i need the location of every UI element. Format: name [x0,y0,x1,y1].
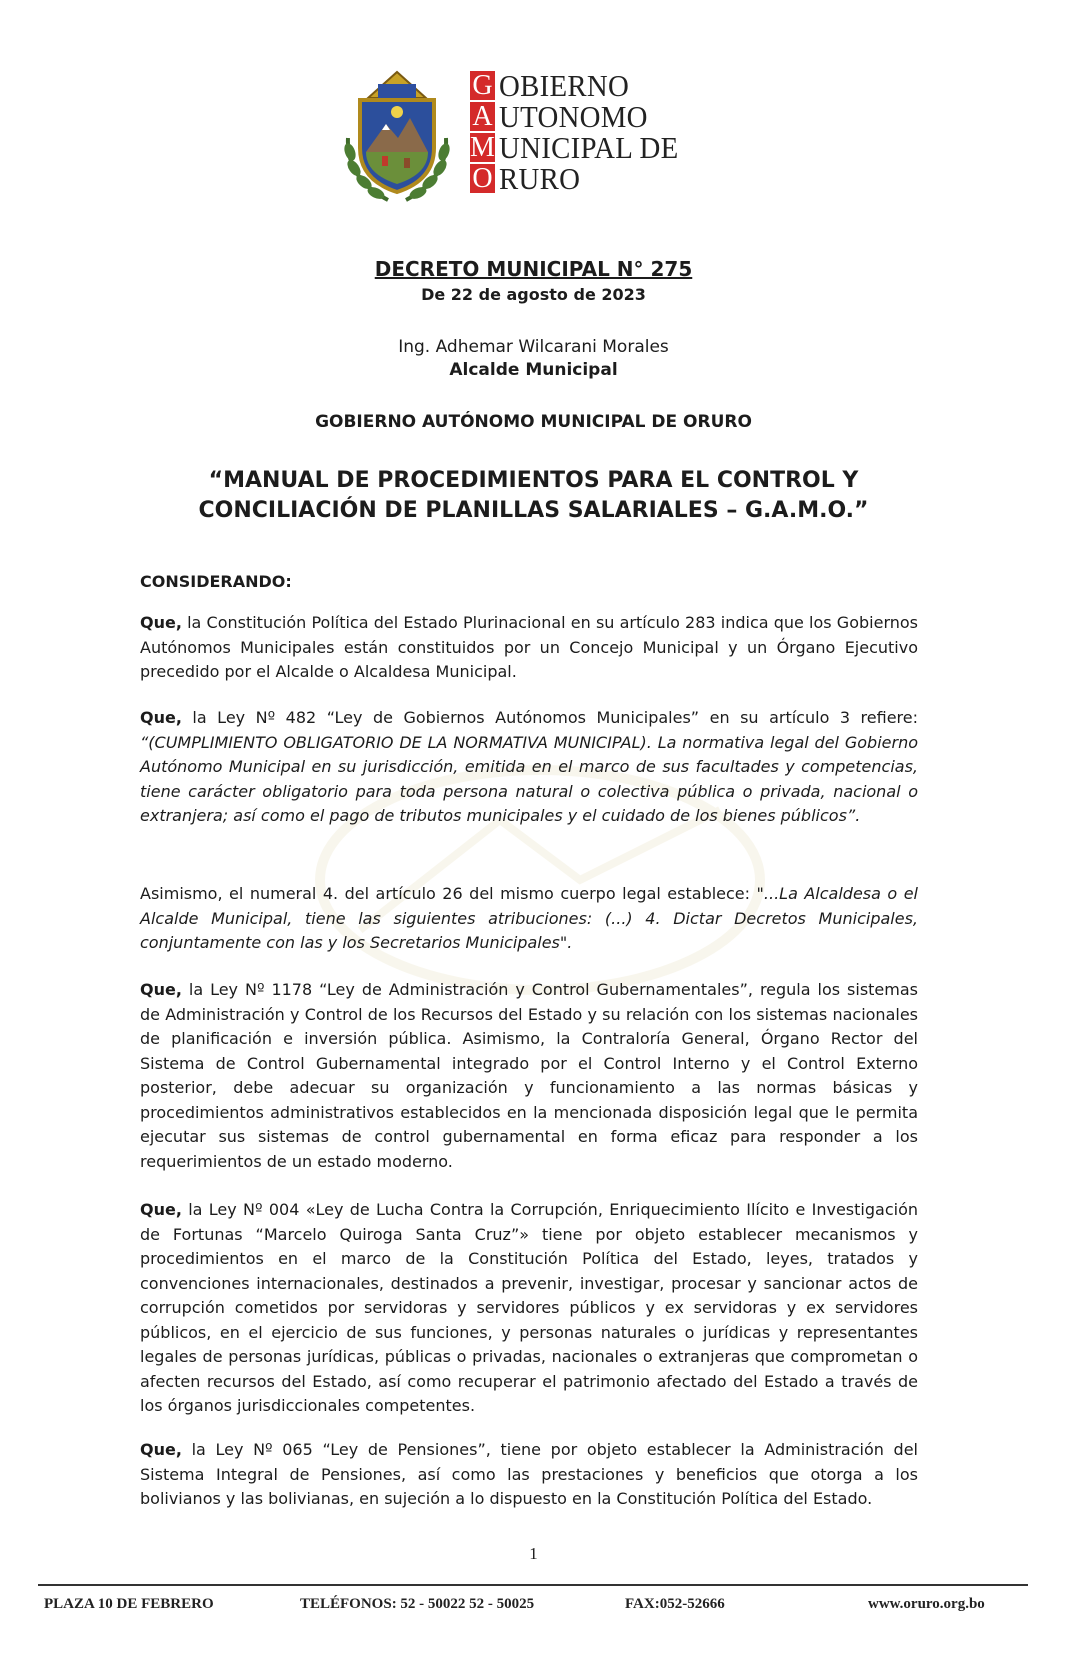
paragraph-ley-065 [140,1438,918,1512]
letterhead-word: OBIERNO [499,68,630,103]
paragraph-text: la Ley Nº 1178 “Ley de Administración y Control Gubernamentales”, regula los sistemas de Administración y Control de los Recursos del Estado y su relación con los sistemas nacionales de planificación e inversión pública. Asimismo, la Contraloría General, Órgano Rector del Sistema de Control Gubernamental integrado por el Control Interno y el Control Externo posterior, debe adecuar su organización y funcionamiento a las normas básicas y procedimientos administrativos establecidos en la mencionada disposición legal que le permita ejecutar sus sistemas de control gubernamental en forma eficaz para responder a los requerimientos de un estado moderno. [140,980,918,1171]
paragraph-ley-482 [140,706,918,829]
paragraph-ley-004 [140,1198,918,1419]
page-number: 1 [529,1544,538,1563]
footer-phones: TELÉFONOS: 52 - 50022 52 - 50025 [300,1596,535,1612]
paragraph-lead: Que, [140,1200,182,1219]
letterhead-row [470,163,692,194]
letterhead-word: RURO [499,161,581,196]
letterhead-title [470,70,692,194]
footer-fax: FAX:052-52666 [625,1596,725,1612]
letterhead-row [470,101,692,132]
paragraph-lead: Que, [140,980,182,999]
paragraph-lead: Que, [140,613,182,632]
municipal-seal-icon [338,68,456,206]
paragraph-text: la Ley Nº 065 “Ley de Pensiones”, tiene por objeto establecer la Administración del Sistema Integral de Pensiones, así como las prestaciones y beneficios que otorga a los bolivianos y las bolivianas, en sujeción a lo dispuesto en la Constitución Política del Estado. [140,1440,918,1508]
paragraph-text: la Ley Nº 004 «Ley de Lucha Contra la Corrupción, Enriquecimiento Ilícito e Investigación de Fortunas “Marcelo Quiroga Santa Cruz”» tiene por objeto establecer mecanismos y procedimientos en el marco de la Constitución Política del Estado, leyes, tratados y convenciones internacionales, destinados a prevenir, investigar, procesar y sancionar actos de corrupción cometidos por servidoras y servidores públicos y ex servidoras y ex servidores públicos, en el ejercicio de sus funciones, y personas naturales o jurídicas y representantes legales de personas jurídicas, públicas o privadas, nacionales o extranjeras que comprometan o afecten recursos del Estado, así como recuperar el patrimonio afectado del Estado a través de los órganos jurisdiccionales competentes. [140,1200,918,1415]
paragraph-quote: "...La Alcaldesa o el Alcalde Municipal, tiene las siguientes atribuciones: (...) 4. Dictar Decretos Municipales, conjuntamente con las y los Secretarios Municipales". [140,884,918,952]
manual-title [0,466,1067,526]
manual-title-line: CONCILIACIÓN DE PLANILLAS SALARIALES – G.A.M.O.” [198,498,869,523]
paragraph-text: la Constitución Política del Estado Plurinacional en su artículo 283 indica que los Gobiernos Autónomos Municipales están constituidos por un Concejo Municipal y un Órgano Ejecutivo precedido por el Alcalde o Alcaldesa Municipal. [140,613,918,681]
paragraph-text: Asimismo, el numeral 4. del artículo 26 del mismo cuerpo legal establece: [140,884,757,903]
letterhead-initial: A [470,102,495,131]
letterhead-word: UTONOMO [499,99,648,134]
decree-date: De 22 de agosto de 2023 [421,285,646,304]
letterhead-initial: O [470,164,495,193]
letterhead-row [470,70,692,101]
letterhead-initial: M [470,132,495,163]
footer-divider [38,1584,1028,1586]
decree-title: DECRETO MUNICIPAL N° 275 [374,257,693,281]
institution-name: GOBIERNO AUTÓNOMO MUNICIPAL DE ORURO [315,412,752,432]
paragraph-ley-1178 [140,978,918,1174]
letterhead-initial: G [470,71,495,100]
paragraph-lead: Que, [140,708,182,727]
paragraph-article-26 [140,882,918,956]
footer-address: PLAZA 10 DE FEBRERO [44,1596,214,1612]
mayor-role: Alcalde Municipal [449,360,618,380]
mayor-name: Ing. Adhemar Wilcarani Morales [398,337,669,357]
paragraph-quote: “(CUMPLIMIENTO OBLIGATORIO DE LA NORMATIVA MUNICIPAL). La normativa legal del Gobierno Autónomo Municipal en su jurisdicción, emitida en el marco de sus facultades y competencias, tiene carácter obligatorio para toda persona natural o colectiva pública o privada, nacional o extranjera; así como el pago de tributos municipales y el cuidado de los bienes públicos”. [140,732,918,825]
footer-website: www.oruro.org.bo [868,1596,985,1612]
paragraph-text: la Ley Nº 482 “Ley de Gobiernos Autónomos Municipales” en su artículo 3 refiere: [181,708,918,727]
considerando-heading: CONSIDERANDO: [140,572,292,591]
letterhead [338,62,738,207]
paragraph-constitution [140,611,918,685]
paragraph-lead: Que, [140,1440,182,1459]
manual-title-line: “MANUAL DE PROCEDIMIENTOS PARA EL CONTROL Y [208,468,859,493]
letterhead-row [470,132,692,163]
letterhead-word: UNICIPAL DE [499,130,679,165]
